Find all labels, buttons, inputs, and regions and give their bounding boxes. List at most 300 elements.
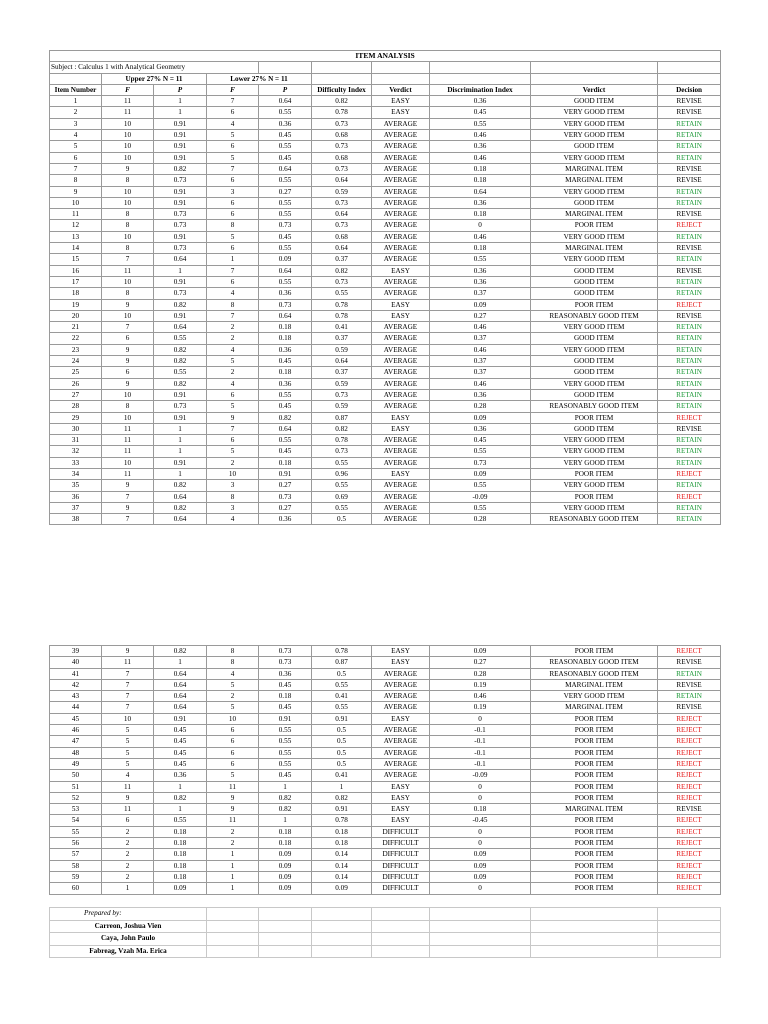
upper-f-cell: 10 [102,186,154,197]
discrimination-index-cell: -0.1 [430,725,531,736]
upper-f-cell: 2 [102,871,154,882]
upper-p-cell: 1 [154,107,207,118]
upper-f-cell: 11 [102,657,154,668]
upper-p-cell: 0.91 [154,186,207,197]
decision-cell: RETAIN [658,668,721,679]
lower-f-cell: 9 [207,792,259,803]
discrimination-index-cell: 0.36 [430,423,531,434]
lower-f-cell: 6 [207,736,259,747]
upper-p-cell: 0.64 [154,254,207,265]
upper-f-cell: 10 [102,118,154,129]
discrimination-verdict-cell: VERY GOOD ITEM [531,446,658,457]
lower-p-cell: 0.73 [259,220,312,231]
decision-cell: REVISE [658,107,721,118]
upper-f-cell: 7 [102,679,154,690]
difficulty-verdict-cell: EASY [372,265,430,276]
lower-p-cell: 0.27 [259,186,312,197]
discrimination-verdict-cell: POOR ITEM [531,646,658,657]
discrimination-verdict-cell: VERY GOOD ITEM [531,152,658,163]
lower-p-cell: 0.55 [259,141,312,152]
lower-p-cell: 0.45 [259,130,312,141]
upper-p-cell: 0.91 [154,276,207,287]
upper-p-cell: 1 [154,265,207,276]
upper-p-cell: 1 [154,804,207,815]
table-row [50,871,721,882]
discrimination-verdict-cell: POOR ITEM [531,770,658,781]
lower-f-cell: 7 [207,310,259,321]
table-row [50,152,721,163]
discrimination-verdict-cell: POOR ITEM [531,220,658,231]
decision-cell: REVISE [658,310,721,321]
lower-f-cell: 7 [207,265,259,276]
lower-p-cell: 0.36 [259,378,312,389]
discrimination-index-cell: 0.18 [430,163,531,174]
lower-f-cell: 2 [207,691,259,702]
lower-f-cell: 9 [207,412,259,423]
discrimination-verdict-cell: GOOD ITEM [531,423,658,434]
lower-f-cell: 5 [207,401,259,412]
difficulty-index-cell: 0.73 [312,220,372,231]
table-row [50,860,721,871]
lower-f-cell: 3 [207,186,259,197]
upper-f-cell: 10 [102,457,154,468]
decision-cell: RETAIN [658,288,721,299]
item-number-cell: 45 [50,713,102,724]
difficulty-index-cell: 0.5 [312,747,372,758]
upper-f-cell: 8 [102,243,154,254]
item-number-cell: 44 [50,702,102,713]
lower-p-cell: 0.55 [259,736,312,747]
difficulty-verdict-cell: AVERAGE [372,118,430,129]
difficulty-verdict-cell: EASY [372,107,430,118]
difficulty-index-cell: 0.64 [312,243,372,254]
lower-f-cell: 4 [207,118,259,129]
upper-f-cell: 2 [102,826,154,837]
table-row [50,758,721,769]
difficulty-verdict-cell: AVERAGE [372,725,430,736]
lower-f-cell: 6 [207,747,259,758]
difficulty-verdict-cell: EASY [372,468,430,479]
discrimination-verdict-cell: GOOD ITEM [531,367,658,378]
lower-f-cell: 2 [207,826,259,837]
difficulty-index-cell: 0.82 [312,265,372,276]
lower-p-cell: 0.55 [259,276,312,287]
table-row [50,457,721,468]
upper-p-cell: 0.55 [154,367,207,378]
item-number-cell: 5 [50,141,102,152]
item-number-cell: 3 [50,118,102,129]
table-row [50,679,721,690]
discrimination-index-cell: 0.55 [430,502,531,513]
discrimination-verdict-cell: VERY GOOD ITEM [531,231,658,242]
difficulty-verdict-cell: AVERAGE [372,254,430,265]
decision-cell: REJECT [658,871,721,882]
difficulty-index-cell: 0.73 [312,389,372,400]
difficulty-index-cell: 0.68 [312,231,372,242]
upper-p-cell: 0.82 [154,502,207,513]
item-number-cell: 50 [50,770,102,781]
header-upper-p: P [154,84,207,95]
difficulty-verdict-cell: EASY [372,646,430,657]
lower-f-cell: 5 [207,679,259,690]
lower-p-cell: 0.36 [259,514,312,525]
lower-f-cell: 4 [207,378,259,389]
difficulty-verdict-cell: AVERAGE [372,276,430,287]
difficulty-index-cell: 0.68 [312,152,372,163]
difficulty-verdict-cell: EASY [372,412,430,423]
upper-f-cell: 9 [102,163,154,174]
item-number-cell: 2 [50,107,102,118]
lower-f-cell: 11 [207,781,259,792]
discrimination-verdict-cell: POOR ITEM [531,815,658,826]
upper-f-cell: 11 [102,435,154,446]
table-row [50,401,721,412]
upper-p-cell: 0.45 [154,736,207,747]
lower-p-cell: 0.55 [259,747,312,758]
upper-f-cell: 8 [102,175,154,186]
difficulty-verdict-cell: EASY [372,310,430,321]
difficulty-index-cell: 0.82 [312,423,372,434]
upper-f-cell: 8 [102,288,154,299]
upper-p-cell: 0.09 [154,883,207,894]
discrimination-verdict-cell: POOR ITEM [531,491,658,502]
decision-cell: RETAIN [658,435,721,446]
difficulty-index-cell: 0.73 [312,141,372,152]
lower-f-cell: 8 [207,220,259,231]
item-number-cell: 30 [50,423,102,434]
difficulty-index-cell: 0.73 [312,118,372,129]
difficulty-index-cell: 0.69 [312,491,372,502]
lower-f-cell: 1 [207,849,259,860]
lower-p-cell: 0.55 [259,243,312,254]
difficulty-index-cell: 0.87 [312,657,372,668]
item-number-cell: 18 [50,288,102,299]
decision-cell: RETAIN [658,322,721,333]
lower-p-cell: 0.82 [259,412,312,423]
item-number-cell: 14 [50,243,102,254]
discrimination-verdict-cell: POOR ITEM [531,860,658,871]
lower-f-cell: 1 [207,254,259,265]
item-number-cell: 60 [50,883,102,894]
upper-p-cell: 0.64 [154,668,207,679]
difficulty-verdict-cell: AVERAGE [372,401,430,412]
item-number-cell: 22 [50,333,102,344]
lower-f-cell: 6 [207,197,259,208]
decision-cell: REJECT [658,646,721,657]
upper-p-cell: 0.18 [154,871,207,882]
decision-cell: REVISE [658,96,721,107]
difficulty-verdict-cell: AVERAGE [372,457,430,468]
upper-p-cell: 0.91 [154,197,207,208]
upper-p-cell: 0.18 [154,860,207,871]
difficulty-verdict-cell: AVERAGE [372,175,430,186]
discrimination-verdict-cell: MARGINAL ITEM [531,702,658,713]
item-number-cell: 21 [50,322,102,333]
decision-cell: REVISE [658,265,721,276]
decision-cell: REVISE [658,679,721,690]
upper-f-cell: 11 [102,446,154,457]
discrimination-index-cell: 0.36 [430,197,531,208]
decision-cell: REJECT [658,860,721,871]
difficulty-index-cell: 0.64 [312,356,372,367]
table-row [50,209,721,220]
table-row [50,96,721,107]
signatory-name: Caya, John Paulo [50,933,207,946]
item-number-cell: 46 [50,725,102,736]
decision-cell: REVISE [658,175,721,186]
lower-f-cell: 8 [207,646,259,657]
table-row [50,646,721,657]
decision-cell: REJECT [658,792,721,803]
upper-p-cell: 0.82 [154,378,207,389]
discrimination-verdict-cell: POOR ITEM [531,299,658,310]
item-number-cell: 24 [50,356,102,367]
item-number-cell: 49 [50,758,102,769]
difficulty-verdict-cell: AVERAGE [372,231,430,242]
lower-f-cell: 5 [207,702,259,713]
table-row [50,480,721,491]
discrimination-verdict-cell: POOR ITEM [531,713,658,724]
table-row [50,130,721,141]
difficulty-index-cell: 0.37 [312,254,372,265]
difficulty-index-cell: 0.37 [312,367,372,378]
lower-p-cell: 0.73 [259,657,312,668]
upper-f-cell: 6 [102,367,154,378]
upper-f-cell: 10 [102,141,154,152]
difficulty-verdict-cell: AVERAGE [372,435,430,446]
table-row [50,310,721,321]
difficulty-index-cell: 0.73 [312,446,372,457]
item-number-cell: 4 [50,130,102,141]
upper-f-cell: 2 [102,860,154,871]
upper-f-cell: 10 [102,713,154,724]
decision-cell: RETAIN [658,356,721,367]
upper-f-cell: 11 [102,265,154,276]
lower-f-cell: 9 [207,804,259,815]
decision-cell: REJECT [658,770,721,781]
difficulty-verdict-cell: DIFFICULT [372,860,430,871]
item-number-cell: 40 [50,657,102,668]
upper-p-cell: 0.64 [154,491,207,502]
upper-f-cell: 4 [102,770,154,781]
discrimination-index-cell: 0.55 [430,118,531,129]
upper-f-cell: 5 [102,725,154,736]
lower-p-cell: 1 [259,781,312,792]
lower-p-cell: 0.55 [259,107,312,118]
upper-f-cell: 6 [102,815,154,826]
difficulty-verdict-cell: EASY [372,96,430,107]
upper-p-cell: 1 [154,657,207,668]
table-row [50,186,721,197]
table-row [50,446,721,457]
upper-f-cell: 11 [102,781,154,792]
discrimination-verdict-cell: GOOD ITEM [531,265,658,276]
upper-p-cell: 1 [154,446,207,457]
upper-f-cell: 9 [102,356,154,367]
discrimination-verdict-cell: REASONABLY GOOD ITEM [531,514,658,525]
table-row [50,231,721,242]
difficulty-index-cell: 0.73 [312,276,372,287]
lower-p-cell: 0.45 [259,679,312,690]
item-number-cell: 10 [50,197,102,208]
item-number-cell: 53 [50,804,102,815]
lower-p-cell: 0.18 [259,838,312,849]
lower-p-cell: 0.18 [259,322,312,333]
table-row [50,344,721,355]
difficulty-index-cell: 0.64 [312,209,372,220]
difficulty-verdict-cell: AVERAGE [372,197,430,208]
discrimination-verdict-cell: VERY GOOD ITEM [531,344,658,355]
lower-p-cell: 0.36 [259,344,312,355]
lower-f-cell: 5 [207,770,259,781]
difficulty-verdict-cell: AVERAGE [372,322,430,333]
lower-p-cell: 0.09 [259,860,312,871]
lower-f-cell: 10 [207,713,259,724]
difficulty-verdict-cell: DIFFICULT [372,871,430,882]
difficulty-verdict-cell: EASY [372,792,430,803]
difficulty-verdict-cell: AVERAGE [372,141,430,152]
discrimination-verdict-cell: VERY GOOD ITEM [531,502,658,513]
upper-p-cell: 0.64 [154,702,207,713]
item-number-cell: 13 [50,231,102,242]
table-row [50,276,721,287]
discrimination-index-cell: 0.37 [430,333,531,344]
item-number-cell: 38 [50,514,102,525]
lower-f-cell: 6 [207,243,259,254]
decision-cell: REJECT [658,468,721,479]
upper-f-cell: 9 [102,792,154,803]
discrimination-index-cell: 0.09 [430,412,531,423]
discrimination-index-cell: 0 [430,713,531,724]
item-number-cell: 15 [50,254,102,265]
discrimination-index-cell: 0.46 [430,344,531,355]
upper-p-cell: 0.18 [154,849,207,860]
difficulty-verdict-cell: EASY [372,815,430,826]
difficulty-verdict-cell: AVERAGE [372,186,430,197]
upper-p-cell: 1 [154,96,207,107]
discrimination-index-cell: -0.09 [430,491,531,502]
upper-p-cell: 0.82 [154,344,207,355]
decision-cell: RETAIN [658,378,721,389]
table-row [50,389,721,400]
difficulty-index-cell: 0.73 [312,197,372,208]
difficulty-verdict-cell: AVERAGE [372,679,430,690]
difficulty-index-cell: 0.59 [312,378,372,389]
signatory-name: Fabreag, Vzah Ma. Erica [50,945,207,958]
upper-p-cell: 0.55 [154,333,207,344]
discrimination-verdict-cell: VERY GOOD ITEM [531,254,658,265]
difficulty-index-cell: 0.96 [312,468,372,479]
upper-f-cell: 9 [102,299,154,310]
upper-f-cell: 9 [102,480,154,491]
lower-p-cell: 0.09 [259,871,312,882]
difficulty-verdict-cell: DIFFICULT [372,849,430,860]
signatory-name: Carreon, Joshua Vien [50,920,207,933]
lower-f-cell: 6 [207,725,259,736]
item-number-cell: 29 [50,412,102,423]
upper-f-cell: 7 [102,491,154,502]
upper-f-cell: 10 [102,310,154,321]
difficulty-index-cell: 0.55 [312,457,372,468]
decision-cell: RETAIN [658,446,721,457]
upper-p-cell: 0.91 [154,310,207,321]
discrimination-verdict-cell: REASONABLY GOOD ITEM [531,401,658,412]
upper-f-cell: 7 [102,702,154,713]
item-number-cell: 25 [50,367,102,378]
discrimination-verdict-cell: MARGINAL ITEM [531,209,658,220]
difficulty-verdict-cell: AVERAGE [372,770,430,781]
item-number-cell: 19 [50,299,102,310]
difficulty-index-cell: 0.91 [312,804,372,815]
item-number-cell: 51 [50,781,102,792]
lower-f-cell: 1 [207,871,259,882]
upper-f-cell: 10 [102,276,154,287]
discrimination-index-cell: 0.37 [430,356,531,367]
item-number-cell: 26 [50,378,102,389]
difficulty-index-cell: 0.68 [312,130,372,141]
discrimination-index-cell: 0.27 [430,310,531,321]
upper-p-cell: 1 [154,435,207,446]
upper-f-cell: 10 [102,130,154,141]
lower-f-cell: 6 [207,141,259,152]
discrimination-index-cell: 0.28 [430,668,531,679]
discrimination-index-cell: 0.27 [430,657,531,668]
upper-p-cell: 0.91 [154,713,207,724]
discrimination-verdict-cell: GOOD ITEM [531,96,658,107]
upper-p-cell: 0.91 [154,389,207,400]
difficulty-index-cell: 0.59 [312,344,372,355]
lower-p-cell: 0.09 [259,254,312,265]
upper-p-cell: 0.82 [154,646,207,657]
discrimination-index-cell: 0 [430,220,531,231]
lower-p-cell: 0.45 [259,770,312,781]
difficulty-verdict-cell: AVERAGE [372,736,430,747]
difficulty-verdict-cell: AVERAGE [372,220,430,231]
upper-f-cell: 8 [102,220,154,231]
upper-f-cell: 11 [102,96,154,107]
discrimination-verdict-cell: GOOD ITEM [531,288,658,299]
difficulty-verdict-cell: AVERAGE [372,514,430,525]
difficulty-index-cell: 0.82 [312,96,372,107]
difficulty-index-cell: 0.59 [312,186,372,197]
difficulty-verdict-cell: AVERAGE [372,243,430,254]
difficulty-verdict-cell: AVERAGE [372,163,430,174]
difficulty-verdict-cell: DIFFICULT [372,826,430,837]
item-number-cell: 27 [50,389,102,400]
decision-cell: REJECT [658,736,721,747]
decision-cell: REJECT [658,713,721,724]
lower-f-cell: 6 [207,276,259,287]
lower-p-cell: 0.64 [259,96,312,107]
discrimination-index-cell: 0.28 [430,401,531,412]
discrimination-verdict-cell: VERY GOOD ITEM [531,118,658,129]
lower-f-cell: 2 [207,367,259,378]
difficulty-index-cell: 0.55 [312,480,372,491]
item-number-cell: 35 [50,480,102,491]
upper-f-cell: 7 [102,514,154,525]
item-number-cell: 59 [50,871,102,882]
upper-p-cell: 0.91 [154,130,207,141]
discrimination-index-cell: 0.09 [430,646,531,657]
difficulty-index-cell: 0.78 [312,299,372,310]
lower-p-cell: 0.82 [259,804,312,815]
lower-p-cell: 0.36 [259,668,312,679]
upper-f-cell: 1 [102,883,154,894]
decision-cell: RETAIN [658,276,721,287]
item-number-cell: 43 [50,691,102,702]
lower-f-cell: 6 [207,435,259,446]
discrimination-verdict-cell: GOOD ITEM [531,333,658,344]
